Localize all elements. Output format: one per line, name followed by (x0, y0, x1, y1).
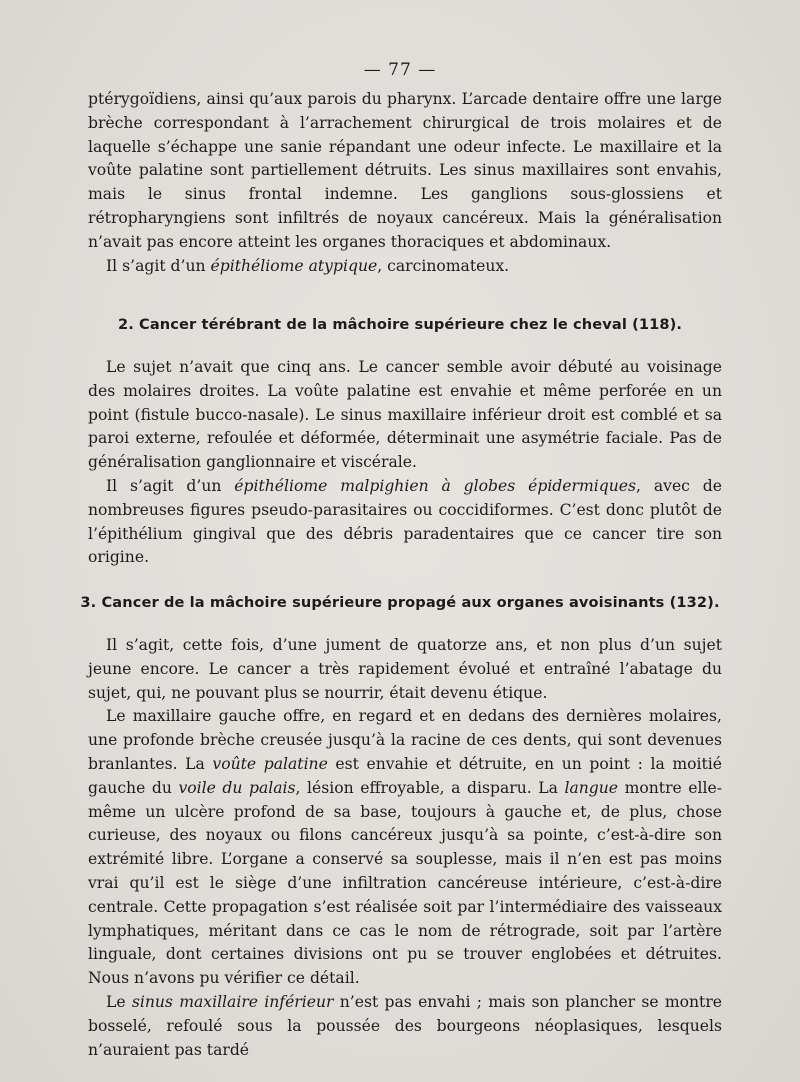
section-3-paragraph-2: Le maxillaire gauche offre, en regard et en dedans des dernières molaires, une profonde brèche creusée jusqu’à la racine de ces dents, qui sont devenues branlantes. La voûte palatine est envahie et détruite, en un point : la moitié gauche du voile du palais, lésion effroyable, a disparu. La langue montre elle-même un ulcère profond de sa base, toujours à gauche et, de plus, chose curieuse, des noyaux ou filons cancéreux jusqu’à sa pointe, c’est-à-dire son extrémité libre. L’organe a conservé sa souplesse, mais il n’en est pas moins vrai qu’il est le siège d’une infiltration cancéreuse intérieure, c’est-à-dire centrale. Cette propagation s’est réalisée soit par l’intermédiaire des vaisseaux lymphatiques, méritant dans ce cas le nom de rétrograde, soit par l’artère linguale, dont certaines divisions ont pu se trouver englobées et détruites. Nous n’avons pu vérifier ce détail. (88, 707, 723, 988)
section-3-paragraph-3: Le sinus maxillaire inférieur n’est pas envahi ; mais son plancher se montre bosselé, refoulé sous la poussée des bourgeons néoplasiques, lesquels n’auraient pas tardé (88, 992, 722, 1059)
section-2-heading: 2. Cancer térébrant de la mâchoire supérieure chez le cheval (118). (117, 316, 683, 333)
intro-block (88, 88, 722, 278)
page-number: — 77 — (363, 60, 437, 80)
section-3-heading: 3. Cancer de la mâchoire supérieure propagé aux organes avoisinants (132). (80, 594, 720, 611)
section-2-paragraph-1: Le sujet n’avait que cinq ans. Le cancer semble avoir débuté au voisinage des molaires droites. La voûte palatine est envahie et même perforée en un point (fistule bucco-nasale). Le sinus maxillaire inférieur droit est comblé et sa paroi externe, refoulée et déformée, déterminait une asymétrie faciale. Pas de généralisation ganglionnaire et viscérale. (88, 358, 722, 472)
section-3-paragraph-1: Il s’agit, cette fois, d’une jument de quatorze ans, et non plus d’un sujet jeune encore. Le cancer a très rapidement évolué et entraîné l’abatage du sujet, qui, ne pouvant plus se nourrir, était devenu étique. (88, 636, 722, 702)
section-2-body (88, 356, 722, 570)
paragraph-continuation: ptérygoïdiens, ainsi qu’aux parois du pharynx. L’arcade dentaire offre une large brèche correspondant à l’arrachement chirurgical de trois molaires et de laquelle s’échappe une sanie répandant une odeur infecte. Le maxillaire et la voûte palatine sont partiellement détruits. Les sinus maxillaires sont envahis, mais le sinus frontal indemne. Les ganglions sous-glossiens et rétropharyngiens sont infiltrés de noyaux cancéreux. Mais la généralisation n’avait pas encore atteint les organes thoraciques et abdominaux. (88, 90, 722, 251)
section-3-body (88, 634, 722, 1062)
section-2-paragraph-2: Il s’agit d’un épithéliome malpighien à globes épidermiques, avec de nombreuses figures pseudo-parasitaires ou coccidiformes. C’est donc plutôt de l’épithélium gingival que des débris paradentaires que ce cancer tire son origine. (88, 476, 722, 567)
paragraph-diagnosis-1: Il s’agit d’un épithéliome atypique, carcinomateux. (106, 256, 510, 275)
